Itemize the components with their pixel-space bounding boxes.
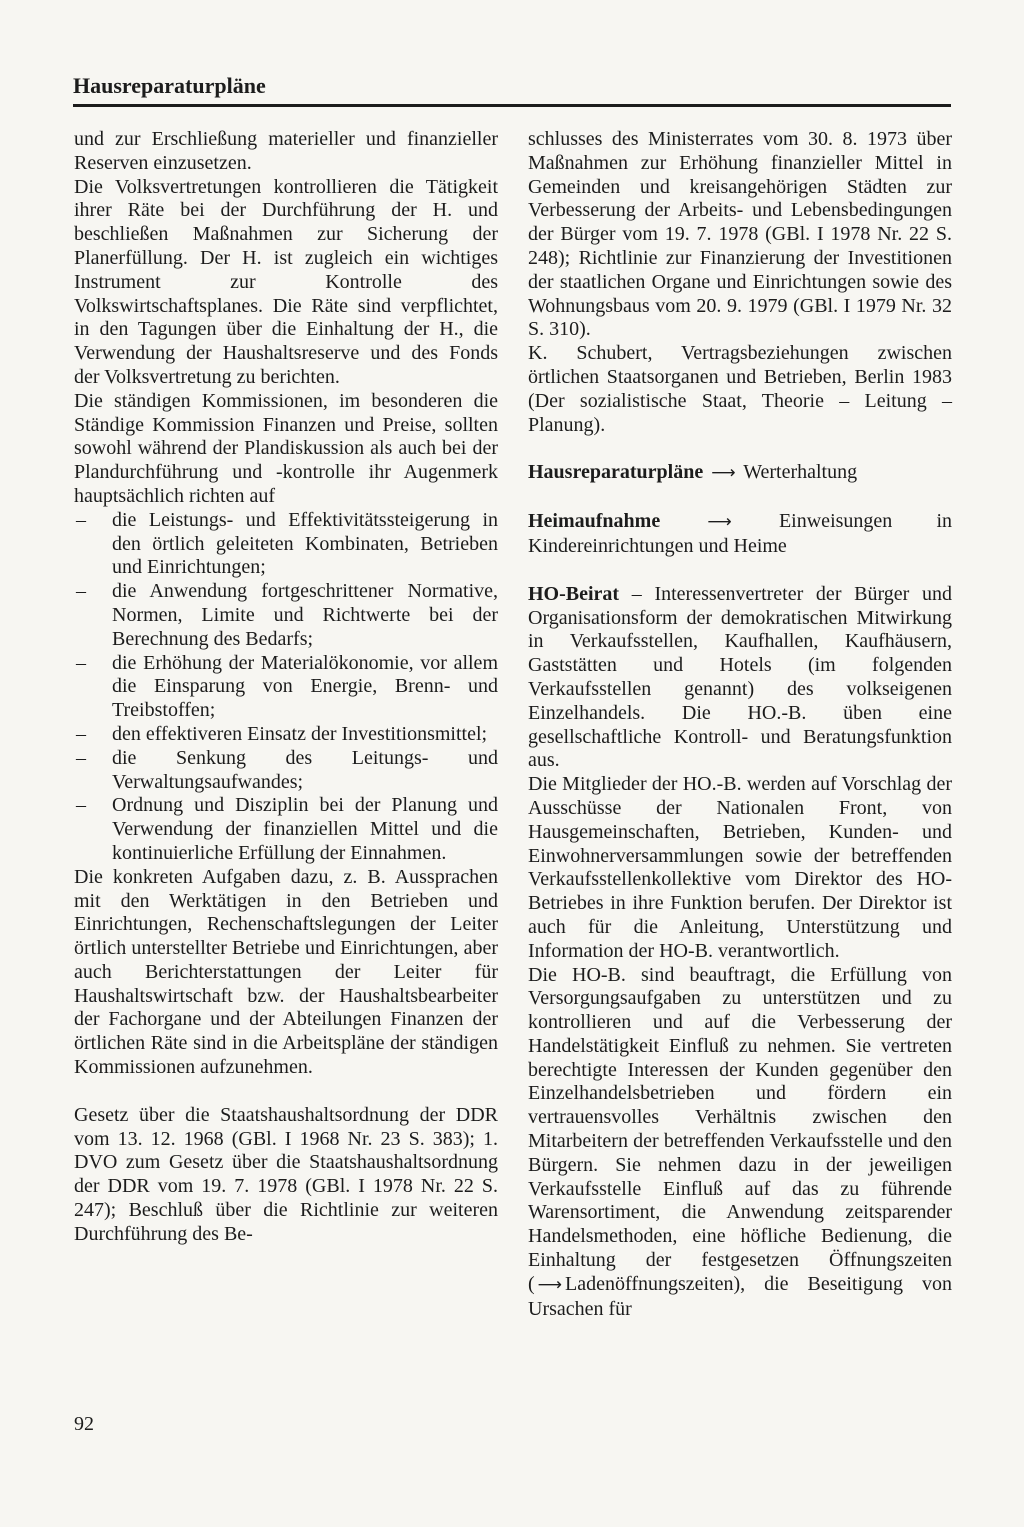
- arrow-icon: ⟶: [711, 463, 736, 484]
- paragraph: Die ständigen Kommissionen, im besonderen die Ständige Kommission Finanzen und Preise, sollten sowohl während der Plandiskussion als auch bei der Plandurchführung und -kontrolle ihr Augenmerk hauptsächlich richten auf: [74, 389, 498, 507]
- page-number: 92: [74, 1413, 94, 1435]
- entry-heimaufnahme: [528, 510, 952, 559]
- list-item: – den effektiveren Einsatz der Investitionsmittel;: [74, 723, 498, 747]
- cross-reference: Ladenöffnungszeiten), die Beseitigung von Ursachen für: [528, 1272, 952, 1320]
- cross-reference[interactable]: Werterhaltung: [743, 461, 858, 484]
- list-item: – die Senkung des Leitungs- und Verwaltungsaufwandes;: [74, 747, 498, 795]
- paragraph: und zur Erschließung materieller und finanzieller Reserven einzusetzen.: [74, 128, 498, 174]
- paragraph: Die Volksvertretungen kontrollieren die Tätigkeit ihrer Räte bei der Durchführung der H. und beschließen Maßnahmen zur Sicherung der Planerfüllung. Der H. ist zugleich ein wichtiges Instrument zur Kontrolle des Volkswirtschaftsplanes. Die Räte sind verpflichtet, in den Tagungen über die Einhaltung der H., die Verwendung der Haushaltsreserve und des Fonds der Volksvertretung zu berichten.: [74, 175, 498, 388]
- right-column: [528, 128, 952, 1321]
- references: schlusses des Ministerrates vom 30. 8. 1973 über Maßnahmen zur Erhöhung finanzieller Mittel in Gemeinden und kreisangehörigen Städten zur Verbesserung der Arbeits- und Lebensbedingungen der Bürger vom 19. 7. 1978 (GBl. I 1978 Nr. 22 S. 248); Richtlinie zur Finanzierung der Investitionen der staatlichen Organe und Einrichtungen sowie des Wohnungsbaus vom 20. 9. 1979 (GBl. I 1979 Nr. 32 S. 310).: [528, 128, 952, 341]
- list-item: – Ordnung und Disziplin bei der Planung und Verwendung der finanziellen Mittel und die kontinuierliche Erfüllung der Einnahmen.: [74, 794, 498, 865]
- arrow-icon: ⟶: [707, 512, 732, 533]
- paragraph: Die konkreten Aufgaben dazu, z. B. Aussprachen mit den Werktätigen in den Betrieben und Einrichtungen, Rechenschaftslegungen der Leiter örtlich unterstellter Betriebe und Einrichtungen, aber auch Berichterstattungen der Leiter für Haushaltswirtschaft bzw. der Haushaltsbearbeiter der Fachorgane und der Abteilungen Finanzen der örtlichen Räte sind in die Arbeitspläne der ständigen Kommissionen aufzunehmen.: [74, 865, 498, 1079]
- paragraph: [528, 964, 952, 1322]
- entry-ho-beirat: [528, 583, 952, 773]
- left-column: [74, 128, 498, 1247]
- entry-term: HO-Beirat: [528, 582, 620, 605]
- references: Gesetz über die Staatshaushaltsordnung der DDR vom 13. 12. 1968 (GBl. I 1968 Nr. 23 S. 383); 1. DVO zum Gesetz über die Staatshaushaltsordnung der DDR vom 19. 7. 1978 (GBl. I 1978 Nr. 22 S. 247); Beschluß über die Richtlinie zur weiteren Durchführung des Be-: [74, 1103, 498, 1245]
- task-list: [74, 509, 498, 866]
- entry-term: Heimaufnahme: [528, 510, 661, 533]
- paragraph: Die Mitglieder der HO.-B. werden auf Vorschlag der Ausschüsse der Nationalen Front, von Hausgemeinschaften, Betrieben, Kunden- und Einwohnerversammlungen sowie der betreffenden Verkaufsstellenkollektive vom Direktor des HO-Betriebes in ihre Funktion berufen. Der Direktor ist auch für die Anleitung, Unterstützung und Information der HO-B. verantwortlich.: [528, 773, 952, 962]
- arrow-icon: ⟶: [537, 1274, 563, 1295]
- list-item: – die Erhöhung der Materialökonomie, vor allem die Einsparung von Energie, Brenn- und Treibstoffen;: [74, 652, 498, 723]
- paragraph-text: Die HO-B. sind beauftragt, die Erfüllung von Versorgungsaufgaben zu unterstützen und zu kontrollieren und auf die Verbesserung der Handelstätigkeit Einfluß zu nehmen. Sie vertreten berechtigte Interessen der Kunden gegenüber den Einzelhandelsbetrieben und fördern ein vertrauensvolles Verhältnis zwischen den Mitarbeitern der betreffenden Verkaufsstelle und den Bürgern. Sie nehmen dazu in der jeweiligen Verkaufsstelle Einfluß auf das zu führende Warensortiment, die Anwendung zeitsparender Handelsmethoden, eine höfliche Bedienung, die Einhaltung der festgesetzen Öffnungszeiten (: [528, 963, 952, 1295]
- list-item: – die Leistungs- und Effektivitätssteigerung in den örtlich geleiteten Kombinaten, Betrieben und Einrichtungen;: [74, 509, 498, 580]
- cross-reference[interactable]: Einweisungen in Kindereinrichtungen und Heime: [528, 510, 953, 557]
- entry-text: – Interessenvertreter der Bürger und Organisationsform der demokratischen Mitwirkung in Verkaufsstellen, Kaufhallen, Kaufhäusern, Gaststätten und Hotels (im folgenden Verkaufsstellen genannt) des volkseigenen Einzelhandels. Die HO.-B. üben eine gesellschaftliche Kontroll- und Beratungsfunktion aus.: [528, 582, 953, 772]
- entry-term: Hausreparaturpläne: [528, 461, 704, 484]
- references: K. Schubert, Vertragsbeziehungen zwischen örtlichen Staatsorganen und Betrieben, Berlin 1983 (Der sozialistische Staat, Theorie – Leitung – Planung).: [528, 342, 952, 436]
- list-item: – die Anwendung fortgeschrittener Normative, Normen, Limite und Richtwerte bei der Berechnung des Bedarfs;: [74, 580, 498, 651]
- entry-hausreparaturplaene: [528, 461, 952, 486]
- page-title: Hausreparaturpläne: [73, 72, 951, 107]
